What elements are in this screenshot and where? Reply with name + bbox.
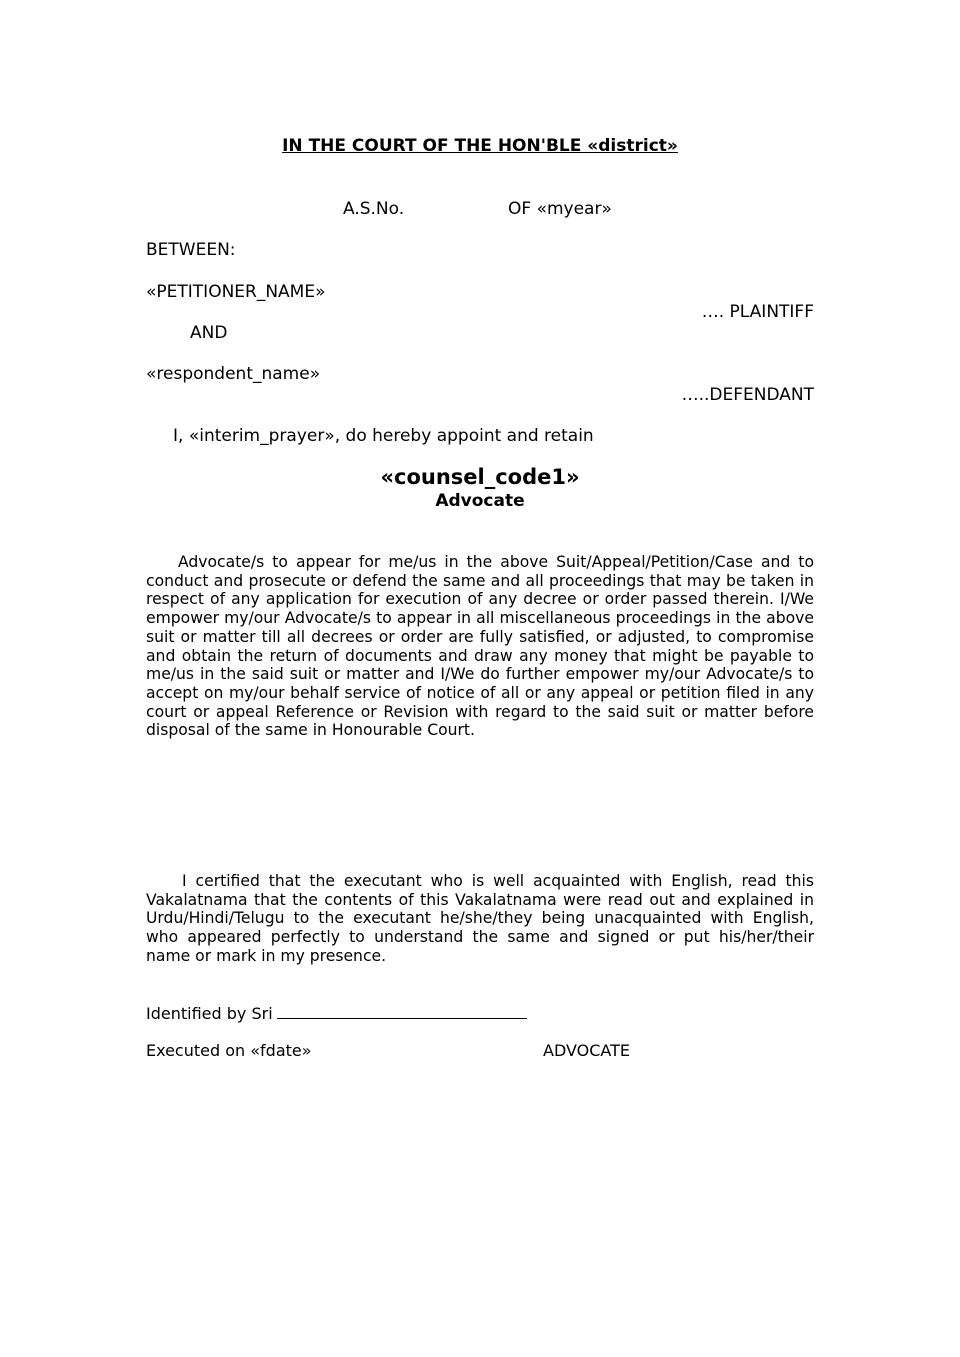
identified-by-label: Identified by Sri <box>146 1004 273 1023</box>
plaintiff-label: …. PLAINTIFF <box>701 302 814 322</box>
petitioner-name: «PETITIONER_NAME» <box>146 282 326 302</box>
document-title: IN THE COURT OF THE HON'BLE «district» <box>282 136 678 156</box>
case-number-label: A.S.No. <box>343 199 405 219</box>
counsel-name: «counsel_code1» <box>380 465 580 489</box>
case-year: OF «myear» <box>508 199 612 219</box>
authority-paragraph: Advocate/s to appear for me/us in the above Suit/Appeal/Petition/Case and to conduct and prosecute or defend the same and all proceedings that may be taken in respect of any application for execution of any decree or order passed therein. I/We empower my/our Advocate/s to appear in all miscellaneous proceedings in the above suit or matter till all decrees or order are fully satisfied, or adjusted, to compromise and obtain the return of documents and draw any money that might be payable to me/us in the said suit or matter and I/We do further empower my/our Advocate/s to accept on my/our behalf service of notice of all or any appeal or petition filed in any court or appeal Reference or Revision with regard to the said suit or matter before disposal of the same in Honourable Court. <box>146 553 814 740</box>
between-label: BETWEEN: <box>146 240 236 260</box>
and-label: AND <box>190 323 228 343</box>
respondent-name: «respondent_name» <box>146 364 321 384</box>
appointment-line: I, «interim_prayer», do hereby appoint and retain <box>173 426 594 446</box>
identified-by-row <box>146 1003 527 1023</box>
advocate-signature-label: ADVOCATE <box>543 1041 630 1060</box>
executed-on: Executed on «fdate» <box>146 1041 312 1060</box>
identified-by-blank <box>277 1003 527 1019</box>
defendant-label: …..DEFENDANT <box>681 385 814 405</box>
counsel-designation: Advocate <box>435 491 525 511</box>
certification-paragraph: I certified that the executant who is well acquainted with English, read this Vakalatnama that the contents of this Vakalatnama were read out and explained in Urdu/Hindi/Telugu to the executant he/she/they being unacquainted with English, who appeared perfectly to understand the same and signed or put his/her/their name or mark in my presence. <box>146 872 814 965</box>
